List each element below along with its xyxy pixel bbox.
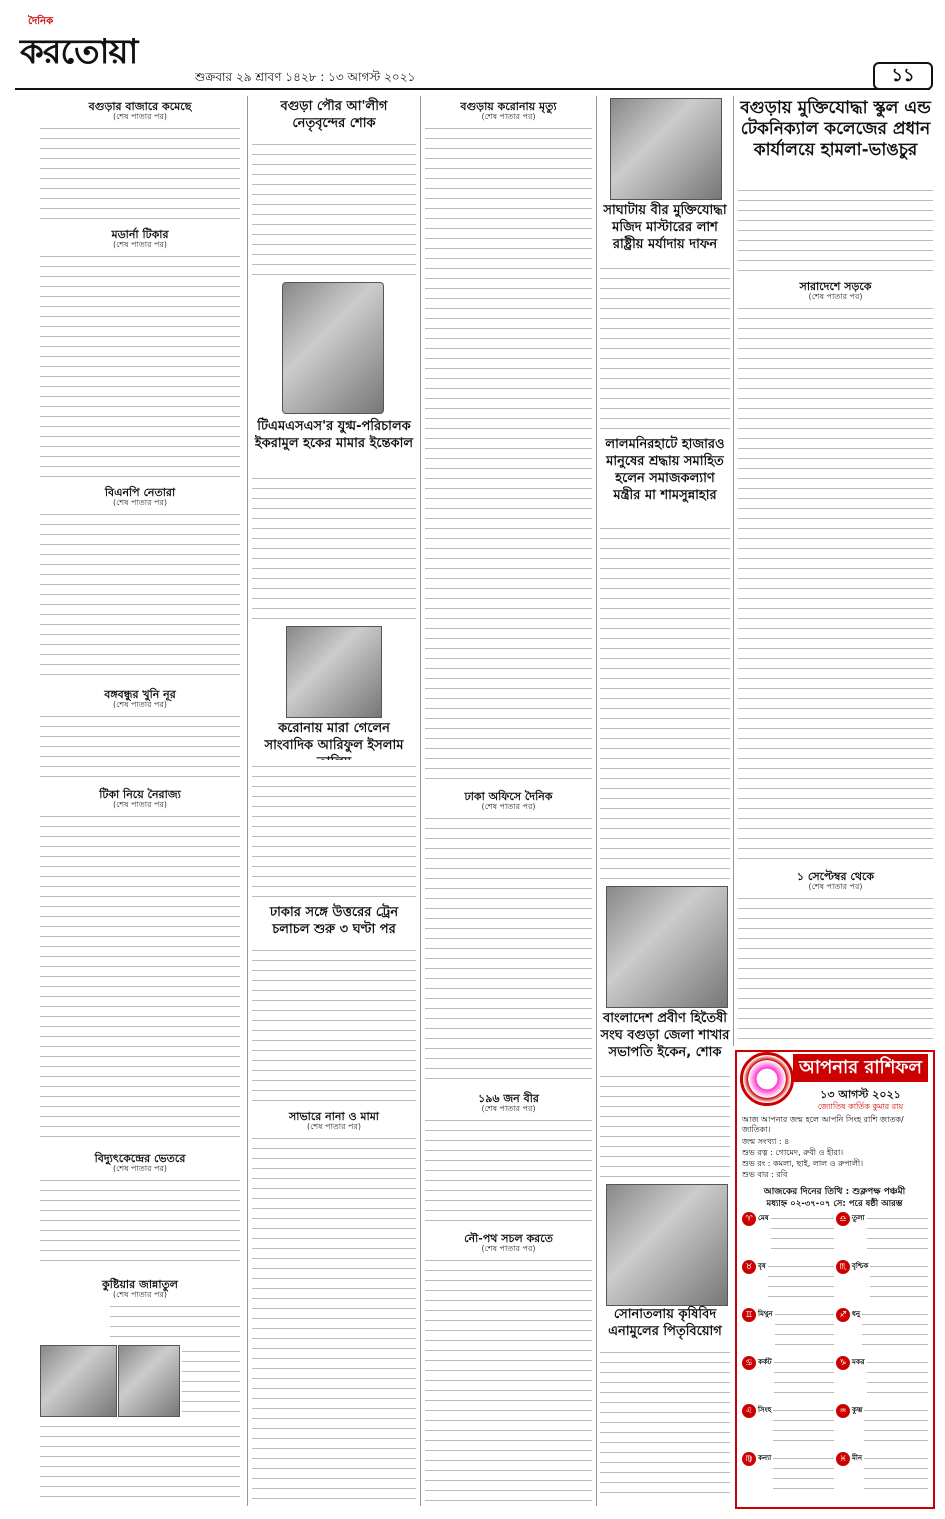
continued-label: (শেষ পাতার পর) <box>112 240 168 249</box>
continued-label: (শেষ পাতার পর) <box>481 1244 536 1253</box>
column-divider <box>596 96 597 1506</box>
zodiac-wheel-icon <box>740 1052 794 1106</box>
headline: সাঘাটায় বীর মুক্তিযোদ্ধা মজিদ মাস্টারের লাশ রাষ্ট্রীয় মর্যাদায় দাফন <box>603 203 727 252</box>
headline: ১ সেপ্টেম্বর থেকে <box>796 870 875 883</box>
aquarius-icon: ♒ <box>836 1404 850 1418</box>
page-number: ১১ <box>873 62 933 90</box>
article-body <box>252 472 416 622</box>
horoscope-details <box>742 1136 927 1180</box>
article-body <box>40 810 240 1144</box>
continued-label: (শেষ পাতার পর) <box>808 882 863 891</box>
zodiac-entry: ♋ কর্কট <box>742 1356 834 1404</box>
continued-label: (শেষ পাতার পর) <box>112 498 168 507</box>
article-body <box>738 892 933 1040</box>
dateline: শুক্রবার ২৯ শ্রাবণ ১৪২৮ : ১৩ আগস্ট ২০২১ <box>195 70 416 84</box>
gemini-icon: ♊ <box>742 1308 756 1322</box>
photo-caption: করোনায় মারা গেলেন সাংবাদিক আরিফুল ইসলাম <box>264 721 404 753</box>
headline: মডার্না টিকার <box>111 228 169 241</box>
tithi: আজকের দিনের তিথি : শুক্লপক্ষ পঞ্চমী <box>763 1187 906 1197</box>
astrologer-name: জ্যোতিষ কার্তিক কুমার রায় <box>817 1102 904 1111</box>
pisces-icon: ♓ <box>836 1452 850 1466</box>
headline: বিদ্যুৎকেন্দ্রের ভেতরে <box>94 1152 186 1165</box>
continued-label: (শেষ পাতার পর) <box>112 1164 168 1173</box>
zodiac-entry: ♒ কুম্ভ <box>836 1404 928 1452</box>
article-body <box>252 1132 416 1502</box>
news-photo <box>40 1345 117 1417</box>
headline: ঢাকা অফিসে দৈনিক <box>464 790 553 803</box>
article-body <box>252 760 416 900</box>
portrait-photo <box>606 886 728 1008</box>
masthead-rule <box>15 88 930 90</box>
article-body <box>425 122 592 782</box>
headline: নৌ-পথ সচল করতে <box>464 1232 553 1245</box>
article-body <box>425 812 592 1084</box>
article-body <box>40 508 240 680</box>
horoscope-title: আপনার রাশিফল <box>793 1054 928 1082</box>
portrait-photo <box>286 626 382 718</box>
article-body <box>425 1254 592 1502</box>
aries-icon: ♈ <box>742 1212 756 1226</box>
detail-row: শুভ রত্ন : গোমেদ, রুবী ও হীরা। <box>742 1148 844 1157</box>
capricorn-icon: ♑ <box>836 1356 850 1370</box>
continued-label: (শেষ পাতার পর) <box>481 1104 536 1113</box>
zodiac-entry: ♉ বৃষ <box>742 1260 834 1308</box>
headline: টিকা নিয়ে নৈরাজ্য <box>99 788 181 801</box>
continued-label: (শেষ পাতার পর) <box>112 112 168 121</box>
horoscope-intro: আজ আপনার জন্ম হলে আপনি সিংহ রাশি জাতক/জাতিকা। <box>742 1115 904 1134</box>
article-body <box>40 1174 240 1270</box>
article-body <box>738 184 933 272</box>
portrait-photo <box>282 282 384 414</box>
sagittarius-icon: ♐ <box>836 1308 850 1322</box>
news-photo <box>118 1345 180 1417</box>
column-divider <box>247 96 248 1506</box>
headline: ১৯৬ জন বীর <box>478 1092 539 1105</box>
column-divider <box>420 96 421 1506</box>
article-body <box>40 710 240 780</box>
article-body <box>425 1114 592 1224</box>
headline: বগুড়ায় মুক্তিযোদ্ধা স্কুল এন্ড টেকনিক্যাল কলেজের প্রধান কার্যালয়ে হামলা-ভাঙচুর <box>740 98 931 160</box>
detail-row: শুভ বার : রবি <box>742 1170 788 1179</box>
leo-icon: ♌ <box>742 1404 756 1418</box>
headline: বঙ্গবন্ধুর খুনি নূর <box>104 688 176 701</box>
portrait-photo <box>606 1184 728 1306</box>
continued-label: (শেষ পাতার পর) <box>112 700 168 709</box>
headline: ঢাকার সঙ্গে উত্তরের ট্রেন চলাচল শুরু ৩ ঘণ্টা পর <box>269 905 399 937</box>
article-body <box>40 1420 240 1502</box>
zodiac-entry: ♌ সিংহ <box>742 1404 834 1452</box>
logo-small-text: দৈনিক <box>28 16 54 27</box>
column-divider <box>733 96 734 1046</box>
zodiac-entry: ♎ তুলা <box>836 1212 928 1260</box>
headline: সোনাতলায় কৃষিবিদ এনামুলের পিতৃবিয়োগ <box>608 1307 722 1339</box>
photo-caption: টিএমএসএস'র যুগ্ম-পরিচালক ইকরামুল হকের মামার ইন্তেকাল <box>254 419 414 451</box>
article-body <box>600 522 730 882</box>
detail-row: জন্ম সংখ্যা : ৪ <box>742 1137 790 1146</box>
libra-icon: ♎ <box>836 1212 850 1226</box>
virgo-icon: ♍ <box>742 1452 756 1466</box>
headline: কুষ্টিয়ার জান্নাতুল <box>102 1278 178 1291</box>
zodiac-entry: ♏ বৃশ্চিক <box>836 1260 928 1308</box>
headline: বগুড়ায় করোনায় মৃত্যু <box>460 100 557 113</box>
zodiac-entry: ♐ ধনু <box>836 1308 928 1356</box>
article-body <box>738 302 933 862</box>
continued-label: (শেষ পাতার পর) <box>112 1290 168 1299</box>
zodiac-entry: ♊ মিথুন <box>742 1308 834 1356</box>
headline: বগুড়ার বাজারে কমেছে <box>88 100 192 113</box>
zodiac-entry: ♓ মীন <box>836 1452 928 1500</box>
horoscope-date: ১৩ আগস্ট ২০২১ <box>820 1088 901 1101</box>
tithi-time: মধ্যাহ্ন ০২-৩৭-০৭ সে: পরে ষষ্ঠী আরম্ভ <box>766 1199 903 1209</box>
article-body <box>600 1070 730 1180</box>
headline: বাংলাদেশ প্রবীণ হিতৈষী সংঘ বগুড়া জেলা শাখার সভাপতি ইকেন, শোক <box>600 1011 730 1060</box>
zodiac-list-left <box>742 1212 834 1500</box>
continued-label: (শেষ পাতার পর) <box>481 112 536 121</box>
continued-label: (শেষ পাতার পর) <box>306 1122 362 1131</box>
zodiac-list-right <box>836 1212 928 1500</box>
headline: বিএনপি নেতারা <box>104 486 176 499</box>
zodiac-entry: ♍ কন্যা <box>742 1452 834 1500</box>
newspaper-logo: করতোয়া <box>20 32 138 72</box>
continued-label: (শেষ পাতার পর) <box>481 802 536 811</box>
taurus-icon: ♉ <box>742 1260 756 1274</box>
zodiac-entry: ♈ মেষ <box>742 1212 834 1260</box>
article-body <box>252 138 416 278</box>
headline: বগুড়া পৌর আ'লীগ নেতৃবৃন্দের শোক <box>280 99 388 131</box>
headline: সারাদেশে সড়কে <box>799 280 872 293</box>
article-body <box>182 1345 240 1415</box>
detail-row: শুভ রং : কমলা, ছাই, লাল ও রুপালী। <box>742 1159 864 1168</box>
scorpio-icon: ♏ <box>836 1260 850 1274</box>
continued-label: (শেষ পাতার পর) <box>808 292 863 301</box>
article-body <box>40 122 240 220</box>
zodiac-entry: ♑ মকর <box>836 1356 928 1404</box>
cancer-icon: ♋ <box>742 1356 756 1370</box>
article-body <box>110 1300 240 1345</box>
article-body <box>600 262 730 432</box>
headline: সাভারে নানা ও মামা <box>288 1110 379 1123</box>
portrait-photo <box>610 98 722 200</box>
continued-label: (শেষ পাতার পর) <box>112 800 168 809</box>
article-body <box>600 1346 730 1502</box>
article-body <box>40 250 240 478</box>
article-body <box>252 944 416 1104</box>
headline: লালমনিরহাটে হাজারও মানুষের শ্রদ্ধায় সমাহিত হলেন সমাজকল্যাণ মন্ত্রীর মা শামসুন্নাহার <box>605 437 725 503</box>
masthead <box>0 0 945 92</box>
